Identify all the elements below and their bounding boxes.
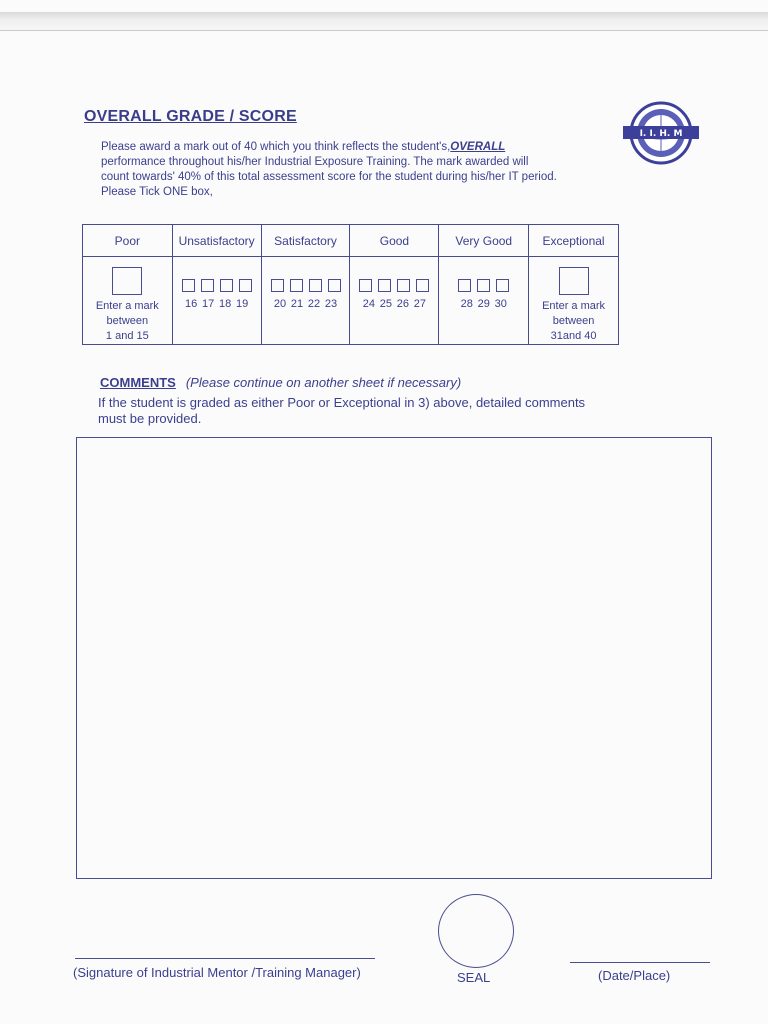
exceptional-note-line-3: 31and 40 [550,330,597,342]
cell-very-good [439,257,529,345]
header-poor: Poor [83,225,173,257]
cell-unsatisfactory [172,257,261,345]
mark-28: 28 [460,298,473,310]
checkbox-26[interactable] [397,279,410,292]
mark-16: 16 [184,298,198,310]
checkbox-16[interactable] [182,279,195,292]
page-top-edge [0,12,768,31]
checkbox-18[interactable] [220,279,233,292]
exceptional-mark-box[interactable] [559,267,589,295]
header-unsatisfactory: Unsatisfactory [172,225,261,257]
signature-label: (Signature of Industrial Mentor /Training Manager) [73,965,361,980]
iihm-logo-icon [622,100,700,166]
intro-line-4: Please Tick ONE box, [101,186,213,198]
intro-overall-emphasis: OVERALL [450,141,506,153]
mark-17: 17 [201,298,215,310]
checkbox-30[interactable] [496,279,509,292]
poor-note-line-2: between [106,315,149,327]
mark-18: 18 [218,298,232,310]
mark-21: 21 [290,298,304,310]
checkbox-22[interactable] [309,279,322,292]
comments-hint: (Please continue on another sheet if necessary) [185,375,462,390]
date-place-label: (Date/Place) [598,968,671,983]
seal-label: SEAL [457,970,491,985]
poor-mark-box[interactable] [112,267,142,295]
mark-29: 29 [477,298,490,310]
checkbox-19[interactable] [239,279,252,292]
comments-heading: COMMENTS [100,375,176,390]
comments-line-1: If the student is graded as either Poor or Exceptional in 3) above, detailed comments [98,395,586,410]
grade-input-row [83,257,619,345]
checkbox-29[interactable] [477,279,490,292]
seal-circle [438,894,514,968]
checkbox-25[interactable] [378,279,391,292]
header-exceptional: Exceptional [529,225,619,257]
mark-30: 30 [494,298,507,310]
mark-24: 24 [362,298,376,310]
comments-line-2: must be provided. [98,411,202,426]
checkbox-21[interactable] [290,279,303,292]
cell-exceptional [529,257,619,345]
mark-19: 19 [235,298,249,310]
intro-line-2: performance throughout his/her Industrial Exposure Training. The mark awarded will [101,156,529,168]
header-good: Good [350,225,439,257]
comments-box[interactable] [76,437,712,879]
comments-instructions [98,395,678,427]
mark-22: 22 [307,298,321,310]
checkbox-27[interactable] [416,279,429,292]
page-title: OVERALL GRADE / SCORE [84,108,297,125]
mark-26: 26 [396,298,410,310]
header-very-good: Very Good [439,225,529,257]
intro-line-1: Please award a mark out of 40 which you think reflects the student's, [101,141,451,153]
logo-text: I. I. H. M [639,129,683,139]
date-place-line[interactable] [570,962,710,963]
checkbox-24[interactable] [359,279,372,292]
checkbox-28[interactable] [458,279,471,292]
intro-paragraph [101,140,631,200]
cell-satisfactory [261,257,350,345]
mark-27: 27 [413,298,427,310]
poor-note-line-3: 1 and 15 [105,330,149,342]
exceptional-note-line-2: between [552,315,595,327]
checkbox-17[interactable] [201,279,214,292]
mark-25: 25 [379,298,393,310]
signature-line[interactable] [75,958,375,959]
mark-20: 20 [273,298,287,310]
grade-table [82,224,619,345]
cell-poor [83,257,173,345]
checkbox-20[interactable] [271,279,284,292]
header-satisfactory: Satisfactory [261,225,350,257]
cell-good [350,257,439,345]
poor-note-line-1: Enter a mark [95,300,159,312]
grade-header-row [83,225,619,257]
intro-line-3: count towards' 40% of this total assessment score for the student during his/her IT period. [101,171,557,183]
checkbox-23[interactable] [328,279,341,292]
mark-23: 23 [324,298,338,310]
comments-heading-row [100,375,461,390]
exceptional-note-line-1: Enter a mark [542,300,606,312]
